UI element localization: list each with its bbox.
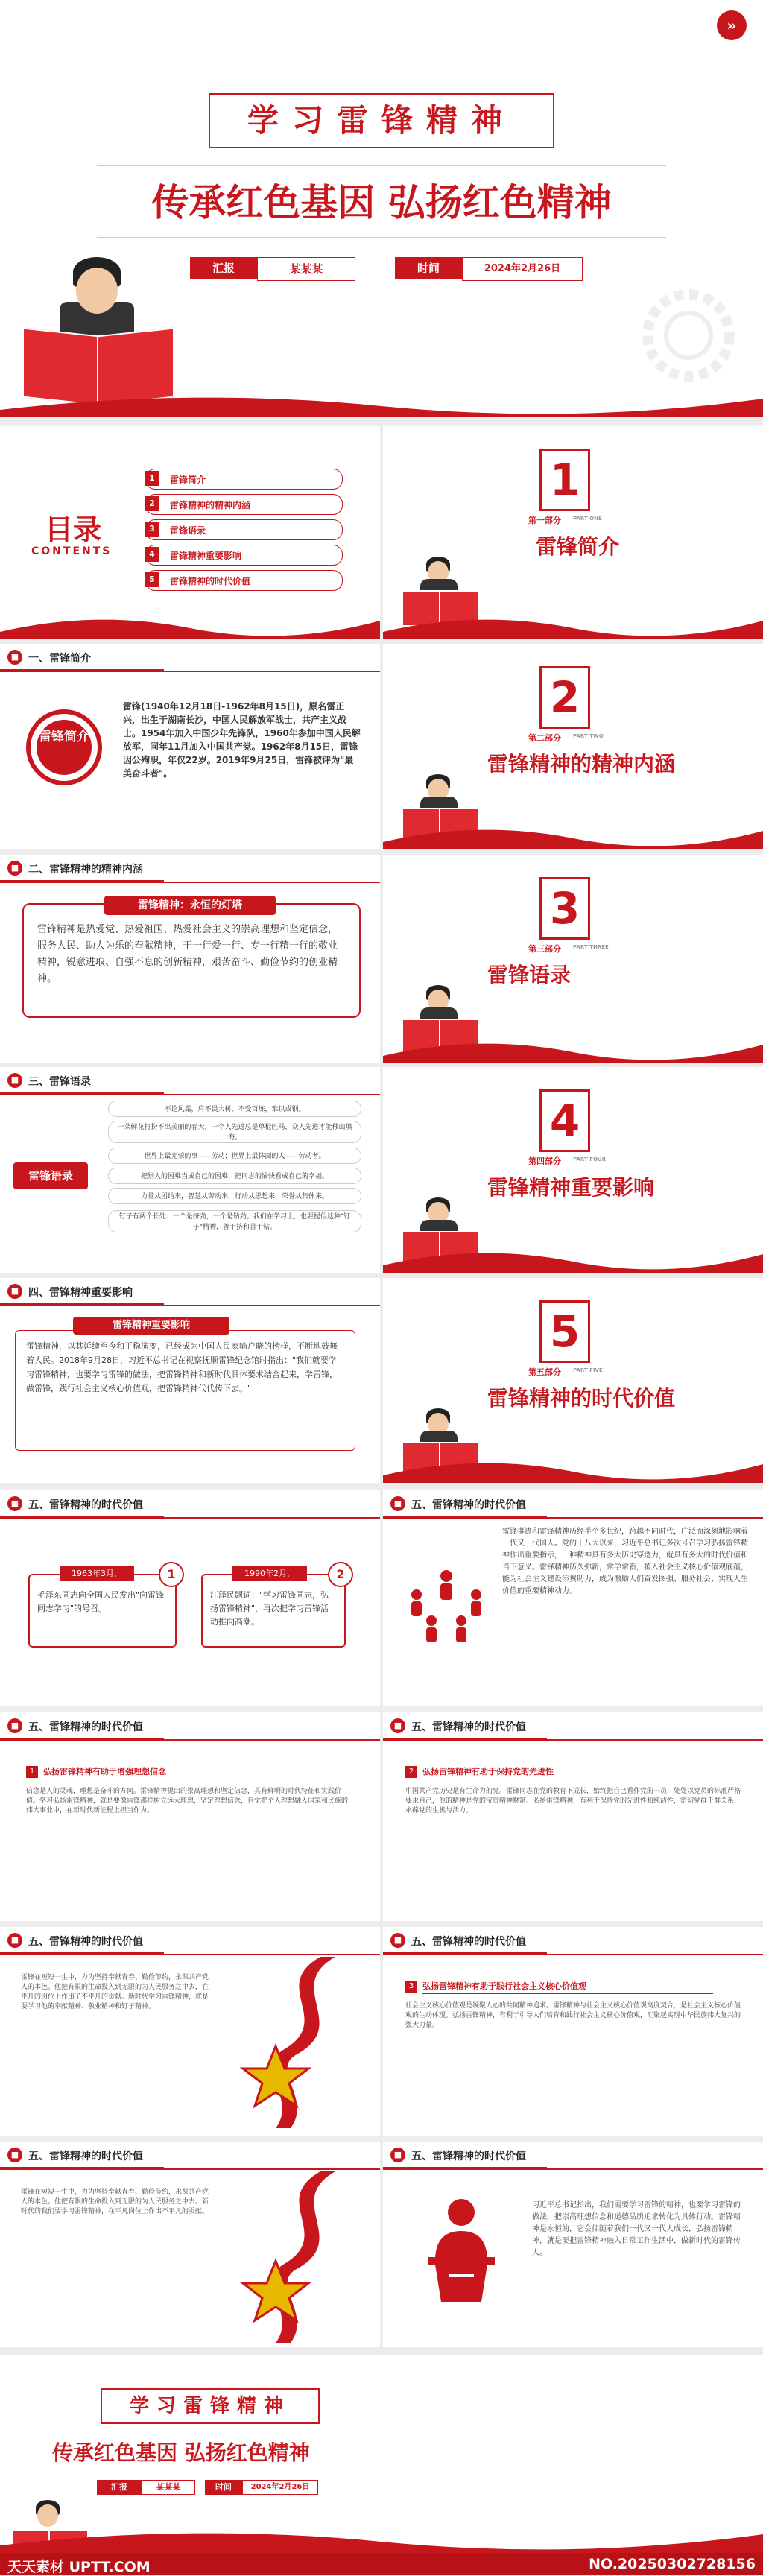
intro-badge: [26, 709, 102, 785]
toc-item[interactable]: [145, 494, 343, 515]
reporter-label: 汇报: [97, 2480, 142, 2495]
part-slide: [383, 644, 763, 849]
toc-item[interactable]: [145, 519, 343, 540]
value-card-date: 1963年3月，: [60, 1566, 134, 1581]
part-number: 1: [539, 449, 590, 511]
section-marker: ■: [390, 1718, 405, 1733]
value-sub-title: 弘扬雷锋精神有助于增强理想信念: [43, 1765, 326, 1779]
speaker-podium-icon: [413, 2194, 510, 2306]
quote-item: 钉子有两个长处：一个是挤劲，一个是钻劲。我们在学习上，也要提倡这种"钉子"精神，善于挤和善于钻。: [108, 1210, 361, 1232]
part-slide: [383, 855, 763, 1063]
cover-slide: [0, 0, 763, 417]
influence-slide: [0, 1278, 380, 1483]
section-marker: ■: [7, 1933, 22, 1948]
slide-header: 五、雷锋精神的时代价值: [28, 1499, 143, 1511]
slide-header: 五、雷锋精神的时代价值: [411, 1721, 526, 1733]
card-number-1: 1: [159, 1562, 184, 1587]
quotes-badge: 雷锋语录: [13, 1162, 88, 1189]
part-label: 第一部分: [528, 516, 561, 525]
toc-item[interactable]: [145, 469, 343, 490]
cover-subtitle: 传承红色基因 弘扬红色精神: [151, 181, 612, 224]
date-value: 2024年2月26日: [242, 2480, 318, 2495]
closing-title: 学习雷锋精神: [129, 2395, 291, 2417]
value-sub-number: 1: [26, 1766, 38, 1778]
divider: [97, 237, 666, 238]
toc-item-label: 雷锋精神重要影响: [170, 551, 242, 561]
people-network-icon: [402, 1561, 491, 1651]
value-sub-title: 弘扬雷锋精神有助于保持党的先进性: [422, 1765, 706, 1779]
value-5-text: 雷锋在短短一生中，力为坚持奉献青春、勤俭节约，永葆共产党人的本色。他把有限的生命投入到无限的为人民服务之中去，在平凡的岗位上作出了不平凡的贡献。新时代学习雷锋精神，就是要学习他的奉献精神、敬业精神和钉子精神。: [21, 1974, 209, 2010]
slide-header: 三、雷锋语录: [28, 1076, 91, 1088]
divider: [97, 165, 666, 166]
quote-item: 一朵鲜花打扮不出美丽的春天，一个人先进总是单枪匹马，众人先进才能移山填海。: [108, 1121, 361, 1143]
value-slide-3: [0, 1712, 380, 1921]
time-label: 时间: [205, 2480, 242, 2495]
double-chevron-icon[interactable]: »: [717, 10, 747, 40]
connotation-slide: [0, 855, 380, 1063]
value-slide-4: [383, 1712, 763, 1921]
value-slide-2: [383, 1490, 763, 1706]
section-marker: ■: [7, 1284, 22, 1299]
part-label: 第二部分: [528, 733, 561, 743]
part-number: 4: [539, 1089, 590, 1152]
value-card-2: [201, 1567, 346, 1648]
value-card-text: 江泽民题词："学习雷锋同志，弘扬雷锋精神"，再次把学习雷锋活动推向高潮。: [210, 1590, 329, 1627]
influence-text: 雷锋精神，以其延续至今和平稳演变，已经成为中国人民家喻户晓的榜样，不断地鼓舞着人民。2018年9月28日，习近平总书记在视察抚顺雷锋纪念馆时指出："我们就要学习雷锋精神，也要学习雷锋的做法，把雷锋精神和新时代具体要求结合起来，学雷锋，做雷锋，践行社会主义核心价值观，把雷锋精神代代传下去。": [26, 1341, 338, 1393]
part-number: 5: [539, 1300, 590, 1363]
wave-decoration: [383, 1453, 763, 1483]
quote-item: 力量从团结来，智慧从劳动来，行动从思想来，荣誉从集体来。: [108, 1188, 361, 1204]
quote-item: 世界上最光荣的事——劳动；世界上最体面的人——劳动者。: [108, 1148, 361, 1164]
part-label-en: PART FIVE: [573, 1367, 603, 1373]
part-label: 第三部分: [528, 944, 561, 954]
slide-header: 一、雷锋简介: [28, 653, 91, 665]
slide-header: 二、雷锋精神的精神内涵: [28, 864, 143, 876]
toc-list: [145, 469, 343, 595]
part-number: 2: [539, 666, 590, 729]
value-card-text: 毛泽东同志向全国人民发出"向雷锋同志学习"的号召。: [37, 1590, 165, 1613]
slide-header: 五、雷锋精神的时代价值: [411, 1936, 526, 1948]
toc-item-number: 4: [145, 547, 159, 562]
part-label: 第五部分: [528, 1367, 561, 1377]
closing-slide: [0, 2355, 763, 2553]
quotes-slide: [0, 1067, 380, 1273]
part-title: 雷锋精神的精神内涵: [487, 752, 676, 776]
time-label: 时间: [395, 257, 462, 279]
toc-item-number: 1: [145, 471, 159, 486]
value-slide-5: [0, 1927, 380, 2136]
closing-subtitle: 传承红色基因 弘扬红色精神: [52, 2440, 310, 2465]
slide-header: 五、雷锋精神的时代价值: [28, 1936, 143, 1948]
toc-item-label: 雷锋精神的时代价值: [170, 576, 251, 586]
intro-text: 雷锋(1940年12月18日-1962年8月15日)，原名雷正兴，出生于湖南长沙，中国人民解放军战士，共产主义战士。1954年加入中国少年先锋队，1960年参加中国人民解放军，同年11月加入中国共产党。1962年8月15日，雷锋因公殉职，年仅22岁。2019年9月25日，雷锋被评为"最美奋斗者"。: [123, 701, 361, 779]
slide-header: 五、雷锋精神的时代价值: [28, 2151, 143, 2162]
watermark-bar: [0, 2553, 763, 2575]
part-title: 雷锋简介: [536, 534, 620, 559]
part-title: 雷锋精神重要影响: [487, 1175, 655, 1200]
wave-decoration: [383, 1034, 763, 1063]
value-3-text: 信念是人的灵魂，理想是奋斗的方向。雷锋精神提出的崇高理想和坚定信念，具有鲜明的时代特征和实践价值。学习弘扬雷锋精神，就是要像雷锋那样树立远大理想，坚定理想信念，自觉把个人理想融入国家和民族的伟大事业中，在新时代新征程上担当作为。: [26, 1788, 349, 1814]
slide-header: 四、雷锋精神重要影响: [28, 1287, 133, 1299]
wave-decoration: [0, 387, 763, 417]
section-marker: ■: [7, 861, 22, 876]
cover-title-box: [209, 93, 554, 148]
intro-badge-label: 雷锋简介: [37, 720, 92, 775]
part-slide: [383, 1067, 763, 1273]
wave-decoration: [0, 610, 380, 639]
toc-slide: [0, 426, 380, 639]
toc-item-label: 雷锋简介: [170, 475, 206, 485]
watermark-right: NO.20250302728156: [589, 2556, 756, 2572]
slide-header: 五、雷锋精神的时代价值: [411, 1499, 526, 1511]
quote-item: 把别人的困难当成自己的困难，把同志的愉快看成自己的幸福。: [108, 1168, 361, 1184]
value-7-text: 雷锋在短短一生中，力为坚持奉献青春、勤俭节约，永葆共产党人的本色。他把有限的生命投入到无限的为人民服务之中去。新时代的我们要学习雷锋精神，在平凡岗位上作出不平凡的贡献。: [21, 2189, 209, 2215]
ribbon-star-decoration: [224, 1957, 358, 2128]
part-title: 雷锋语录: [487, 963, 572, 987]
wave-decoration: [383, 820, 763, 849]
part-label-en: PART THREE: [573, 944, 609, 950]
section-marker: ■: [390, 2148, 405, 2162]
part-label-en: PART FOUR: [573, 1156, 606, 1162]
section-marker: ■: [7, 2148, 22, 2162]
toc-item[interactable]: [145, 545, 343, 566]
section-marker: ■: [7, 1073, 22, 1088]
toc-item-label: 雷锋精神的精神内涵: [170, 500, 251, 510]
value-card-1: [28, 1567, 177, 1648]
closing-title-box: [101, 2388, 320, 2424]
value-slide-8: [383, 2142, 763, 2347]
toc-item-label: 雷锋语录: [170, 525, 206, 536]
reporter-label: 汇报: [190, 257, 257, 279]
value-slide-6: [383, 1927, 763, 2136]
wave-decoration: [383, 610, 763, 639]
value-sub-number: 2: [405, 1766, 417, 1778]
card-number-2: 2: [328, 1562, 353, 1587]
part-number: 3: [539, 877, 590, 940]
value-2-text: 雷锋事迹和雷锋精神历经半个多世纪，跨越不同时代，广泛而深刻地影响着一代又一代国人。党的十八大以来，习近平总书记多次号召学习弘扬雷锋精神作出重要指示，一种精神具有多大历史穿透力，就具有多大的时代价值和当下意义。雷锋精神历久弥新，常学常新，植入社会主义核心价值观底蕴，能为社会主义建设添翼助力，成为激励人们奋发图强、服务社会、实现人生价值的重要精神动力。: [502, 1528, 748, 1595]
section-marker: ■: [7, 1718, 22, 1733]
connotation-text: 雷锋精神是热爱党、热爱祖国、热爱社会主义的崇高理想和坚定信念，服务人民、助人为乐的奉献精神，干一行爱一行、专一行精一行的敬业精神，锐意进取、自强不息的创新精神，艰苦奋斗、勤俭节约的创业精神。: [37, 924, 338, 984]
part-label-en: PART TWO: [573, 733, 604, 739]
value-6-text: 社会主义核心价值观是凝聚人心的共同精神追求。雷锋精神与社会主义核心价值观高度契合，是社会主义核心价值观的生动体现。弘扬雷锋精神，有利于引导人们培育和践行社会主义核心价值观，汇聚起实现中华民族伟大复兴的强大力量。: [405, 2002, 741, 2029]
toc-item-number: 3: [145, 522, 159, 537]
watermark-left: 天天素材 UPTT.COM: [7, 2559, 151, 2575]
toc-item-number: 5: [145, 572, 159, 587]
section-marker: ■: [390, 1496, 405, 1511]
part-slide: [383, 1278, 763, 1483]
toc-item[interactable]: [145, 570, 343, 591]
section-marker: ■: [7, 1496, 22, 1511]
wave-decoration: [0, 2523, 763, 2553]
quote-item: 不论风霜，肩不畏大树，不受百炼，难以成钢。: [108, 1101, 361, 1117]
value-card-date: 1990年2月，: [232, 1566, 307, 1581]
toc-title-en: CONTENTS: [31, 545, 113, 557]
ribbon-star-decoration: [224, 2171, 358, 2343]
connotation-label: 雷锋精神：永恒的灯塔: [104, 896, 276, 915]
slide-header: 五、雷锋精神的时代价值: [28, 1721, 143, 1733]
part-title: 雷锋精神的时代价值: [487, 1386, 676, 1411]
slide-header: 五、雷锋精神的时代价值: [411, 2151, 526, 2162]
value-sub-number: 3: [405, 1981, 417, 1993]
value-slide-7: [0, 2142, 380, 2347]
toc-item-number: 2: [145, 496, 159, 511]
gear-decoration: [636, 283, 741, 387]
value-sub-title: 弘扬雷锋精神有助于践行社会主义核心价值观: [422, 1980, 713, 1994]
part-label-en: PART ONE: [573, 516, 602, 522]
intro-slide: [0, 644, 380, 849]
reporter-name: 某某某: [142, 2480, 195, 2495]
cover-title: 学习雷锋精神: [247, 102, 516, 139]
value-4-text: 中国共产党历史是有生命力的党。雷锋同志在党的教育下成长，始终把自己看作党的一员，处处以党员的标准严格要求自己，他的精神是党的宝贵精神财富。弘扬雷锋精神，有利于保持党的先进性和纯洁性，密切党群干群关系，永葆党的生机与活力。: [405, 1788, 741, 1814]
value-8-text: 习近平总书记指出，我们需要学习雷锋的精神，也要学习雷锋的做法，把崇高理想信念和道德品质追求转化为具体行动。雷锋精神是永恒的，它会伴随着我们一代又一代人成长，弘扬雷锋精神，就是要把雷锋精神融入日常工作生活中，做新时代的雷锋传人。: [532, 2201, 741, 2257]
date-value: 2024年2月26日: [462, 257, 583, 281]
wave-decoration: [383, 1243, 763, 1273]
reporter-name: 某某某: [257, 257, 355, 281]
value-slide-1: [0, 1490, 380, 1706]
influence-label: 雷锋精神重要影响: [73, 1317, 229, 1335]
section-marker: ■: [7, 650, 22, 665]
part-label: 第四部分: [528, 1156, 561, 1166]
toc-title: 目录: [45, 513, 102, 546]
part-slide: [383, 426, 763, 639]
section-marker: ■: [390, 1933, 405, 1948]
